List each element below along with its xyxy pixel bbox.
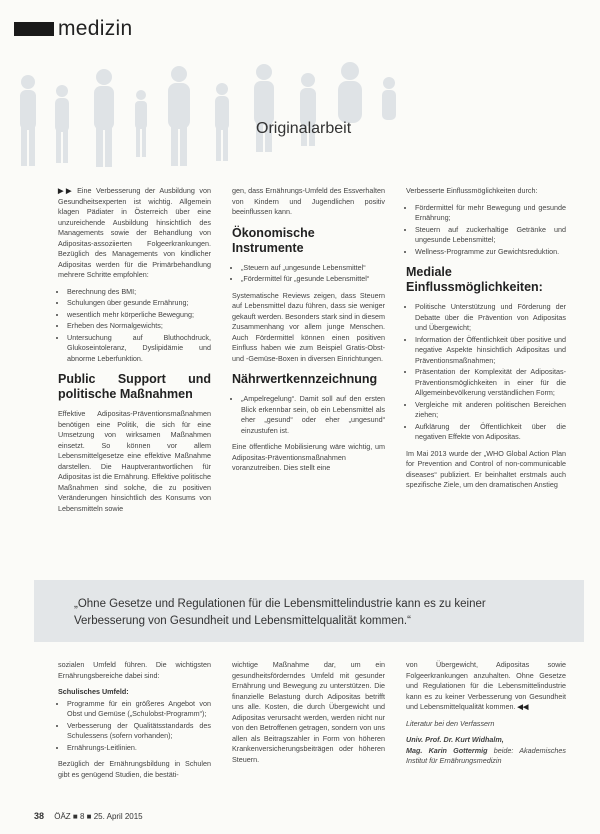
list-item: • Präsentation der Komplexität der Adipositas-Präventionsmöglichkeiten in einer für die Allgemeinbevölkerung verständlichen Form; (415, 367, 566, 399)
list-item: • Verbesserung der Qualitätsstandards des Schulessens (sofern vorhanden); (67, 721, 211, 742)
media-list (406, 302, 566, 443)
silhouette-figure (20, 75, 36, 166)
author-name-2: Mag. Karin Gottermig (406, 745, 488, 755)
lead-text: Eine Verbesserung der Ausbildung von Gesundheitsexperten ist wichtig. Allgemein klagen Pädiater in Österreich über eine unzureichende Ausbildung hinsichtlich des Managements sowie der Behandlung von Adipositas-assoziierten Folgeerkrankungen. Bezüglich des Managements von kindlicher Adipositas werden für die Primärbehandlung mehrere Schritte empfohlen: (58, 186, 211, 279)
list-item: • Programme für ein größeres Angebot von Obst und Gemüse („Schulobst-Programm“); (67, 699, 211, 720)
influence-list (406, 203, 566, 258)
text-column-5 (232, 660, 385, 771)
end-marker-icon: ◀◀ (517, 702, 529, 711)
section-heading: Public Support und politische Maßnahmen (58, 372, 211, 401)
list-item: • Berechnung des BMI; (67, 287, 211, 298)
section-bar (14, 22, 54, 36)
people-silhouettes-graphic (8, 54, 418, 174)
section-heading: Nährwertkennzeichnung (232, 372, 378, 386)
list-item: • Vergleiche mit anderen politischen Bereichen ziehen; (415, 400, 566, 421)
author-name-1: Univ. Prof. Dr. Kurt Widhalm, (406, 735, 504, 744)
list-item: • Erheben des Normalgewichts; (67, 321, 211, 332)
author-affiliation: beide: Akademisches Institut für Ernährungsmedizin (406, 745, 566, 765)
subheading: Schulisches Umfeld: (58, 687, 129, 696)
paragraph: gen, dass Ernährungs-Umfeld des Essverhalten von Kindern und Jugendlichen positiv beeinflussen kann. (232, 186, 385, 216)
pull-quote: „Ohne Gesetze und Regulationen für die Lebensmittelindustrie kann es zu keiner Verbesserung von Gesundheit und Lebensmittelqualität kommen.“ (74, 598, 486, 627)
lead-marker-icon: ▶▶ (58, 186, 75, 195)
paragraph (406, 660, 566, 713)
section-heading: Mediale Einflussmöglichkeiten: (406, 265, 543, 294)
text-column-1 (58, 186, 211, 520)
paragraph: Bezüglich der Ernährungsbildung in Schulen gibt es genügend Studien, die bestäti- (58, 759, 211, 779)
instrument-list (232, 263, 385, 285)
list-item: • wesentlich mehr körperliche Bewegung; (67, 310, 211, 321)
article-kicker: Originalarbeit (256, 120, 352, 137)
silhouette-figure (382, 77, 396, 120)
silhouette-figure (135, 90, 147, 157)
paragraph: wichtige Maßnahme dar, um ein gesundheitsförderndes Umfeld mit gesunder Ernährung und Bewegung zu unterstützen. Die finanzielle Belastung durch Adipositas betrifft uns alle. Kosten, die durch Übergewicht und Adipositas verursacht werden, werden nicht nur von den Betroffenen getragen, sondern von uns allen als Beitragszahler in Form von höheren Krankenversicherungsbeiträgen oder höheren Steuern. (232, 660, 385, 764)
paragraph: Systematische Reviews zeigen, dass Steuern auf Lebensmittel dazu führen, dass sie weniger gekauft werden. Besonders stark sind in diesem Zusammenhang vor allem junge Menschen. Auch Fördermittel können einen positiven Einfluss haben wie zum Beispiel Gratis-Obst- und -Gemüse-Boxen in diversen Einrichtungen. (232, 290, 386, 363)
lead-paragraph (58, 186, 211, 281)
silhouette-figure (338, 62, 362, 123)
author-block (406, 735, 566, 767)
silhouette-figure (94, 69, 114, 167)
list-item: • Fördermittel für mehr Bewegung und gesunde Ernährung; (415, 203, 566, 224)
page-number: 38 (34, 811, 45, 821)
paragraph: Im Mai 2013 wurde der „WHO Global Action Plan for Prevention and Control of non-communicable diseases“ publiziert. Er beinhaltet erstmals auch spezifische Ziele, um den dramatischen Anstieg (406, 448, 566, 489)
silhouette-figure (215, 83, 229, 161)
text-column-4 (58, 660, 211, 786)
closing-text: von Übergewicht, Adipositas sowie Folgeerkrankungen anzuhalten. Ohne Gesetze und Regulationen für die Lebensmittelindustrie kann es zu keiner Verbesserung von Gesundheit und Lebensmittelqualität kommen. (406, 660, 566, 711)
issue-info: ÖÄZ ■ 8 ■ 25. April 2015 (54, 812, 143, 821)
list-item: • „Fördermittel für „gesunde Lebensmittel“ (241, 274, 385, 285)
paragraph: Verbesserte Einflussmöglichkeiten durch: (406, 186, 538, 195)
silhouette-figure (168, 66, 190, 166)
list-item: • Information der Öffentlichkeit über positive und negative Aspekte hinsichtlich Adipositas und Präventionsmaßnahmen; (415, 335, 566, 367)
list-item: • „Ampelregelung“. Damit soll auf den ersten Blick erkennbar sein, ob ein Lebensmittel als eher „gesund“ oder eher „ungesund“ einzustufen ist. (241, 394, 385, 436)
list-item: • Steuern auf zuckerhaltige Getränke und ungesunde Lebensmittel; (415, 225, 566, 246)
text-column-6 (406, 660, 566, 767)
list-item: • Untersuchung auf Bluthochdruck, Glukoseintoleranz, Dyslipidämie und abnorme Leberfunktion. (67, 333, 211, 365)
list-item: • Wellness-Programme zur Gewichtsreduktion. (415, 247, 566, 258)
list-item: • Aufklärung der Öffentlichkeit über die negativen Effekte von Adipositas. (415, 422, 566, 443)
list-item: • „Steuern auf „ungesunde Lebensmittel“ (241, 263, 385, 274)
list-item: • Politische Unterstützung und Förderung der Debatte über die Prävention von Adipositas und Übergewicht; (415, 302, 566, 334)
labeling-list (232, 394, 385, 436)
literature-note: Literatur bei den Verfassern (406, 718, 495, 728)
paragraph: Eine öffentliche Mobilisierung wäre wichtig, um Adipositas-Präventionsmaßnahmen voranzutreiben. Dies stellt eine (232, 442, 385, 472)
text-column-3 (406, 186, 566, 497)
page-footer (34, 811, 143, 821)
silhouette-figure (254, 64, 274, 152)
school-list (58, 699, 211, 754)
text-column-2 (232, 186, 385, 480)
paragraph: Effektive Adipositas-Präventionsmaßnahmen benötigen eine Politik, die sich für eine Umsetzung von wirksamen Maßnahmen einsetzt. So können vor allem Lebensmittelgesetze eine effektive Maßnahme darstellen. Die Hauptverantwortlichen für Adipositas ist die Ernährung. Effektive politische Maßnahmen sind solche, die zu positiven Veränderungen hinsichtlich des Konsums von Lebensmitteln sowie (58, 409, 211, 513)
paragraph: sozialen Umfeld führen. Die wichtigsten Ernährungsbereiche dabei sind: (58, 660, 211, 680)
section-label: medizin (58, 17, 133, 40)
list-item: • Schulungen über gesunde Ernährung; (67, 298, 211, 309)
list-item: • Ernährungs-Leitlinien. (67, 743, 211, 754)
section-heading: Ökonomische Instrumente (232, 225, 315, 255)
management-list (58, 287, 211, 365)
silhouette-figure (55, 85, 69, 163)
